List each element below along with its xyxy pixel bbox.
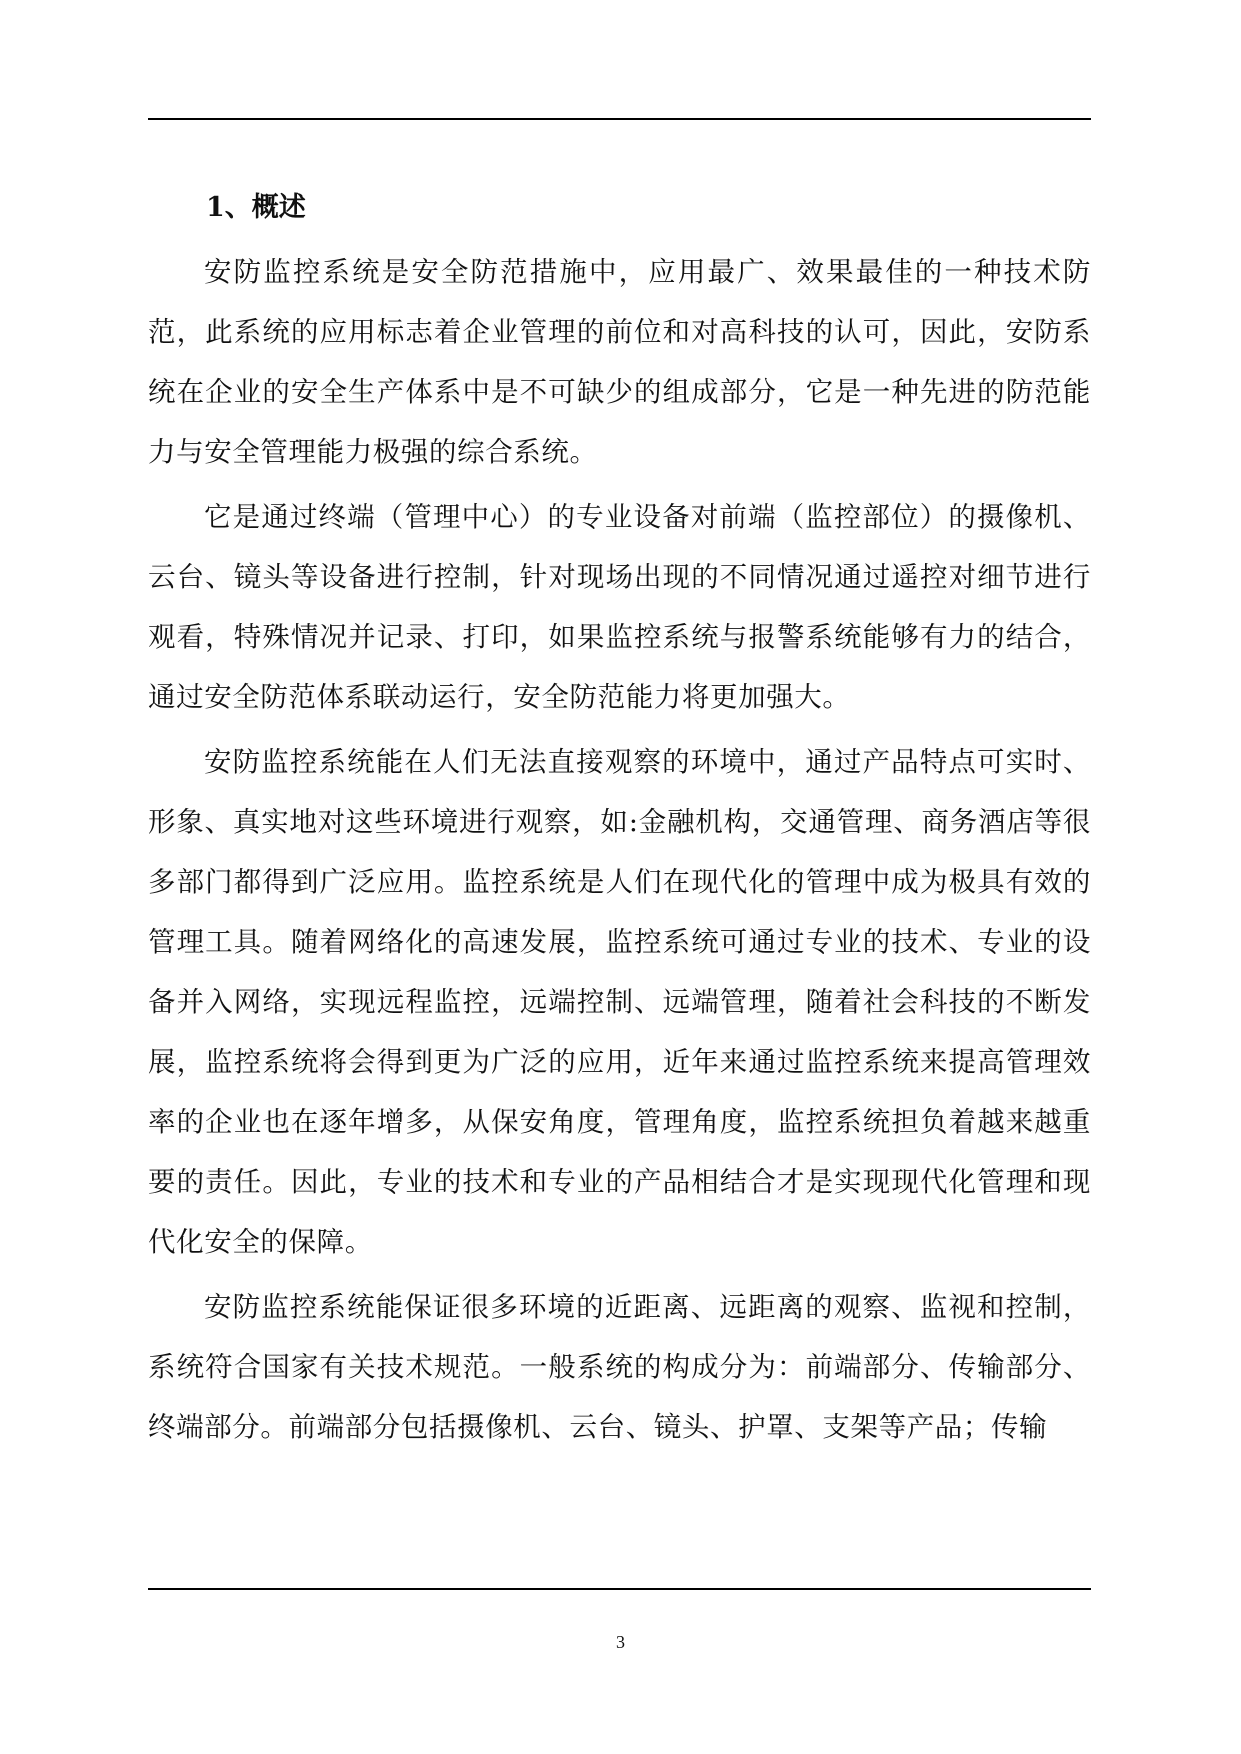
document-body: [148, 188, 1091, 1462]
paragraph-3: 安防监控系统能在人们无法直接观察的环境中，通过产品特点可实时、形象、真实地对这些环境进行观察，如:金融机构，交通管理、商务酒店等很多部门都得到广泛应用。监控系统是人们在现代化的管理中成为极具有效的管理工具。随着网络化的高速发展，监控系统可通过专业的技术、专业的设备并入网络，实现远程监控，远端控制、远端管理，随着社会科技的不断发展，监控系统将会得到更为广泛的应用，近年来通过监控系统来提高管理效率的企业也在逐年增多，从保安角度，管理角度，监控系统担负着越来越重要的责任。因此，专业的技术和专业的产品相结合才是实现现代化管理和现代化安全的保障。: [148, 746, 1091, 1258]
section-heading: 1、概述: [206, 192, 306, 223]
header-rule: [148, 118, 1091, 120]
paragraph-4: 安防监控系统能保证很多环境的近距离、远距离的观察、监视和控制，系统符合国家有关技术规范。一般系统的构成分为：前端部分、传输部分、终端部分。前端部分包括摄像机、云台、镜头、护罩、支架等产品；传输: [148, 1291, 1091, 1443]
footer-rule: [148, 1588, 1091, 1590]
page-number: 3: [616, 1632, 625, 1652]
paragraph-2: 它是通过终端（管理中心）的专业设备对前端（监控部位）的摄像机、云台、镜头等设备进行控制，针对现场出现的不同情况通过遥控对细节进行观看，特殊情况并记录、打印，如果监控系统与报警系统能够有力的结合，通过安全防范体系联动运行，安全防范能力将更加强大。: [148, 501, 1091, 713]
paragraph-1: 安防监控系统是安全防范措施中，应用最广、效果最佳的一种技术防范，此系统的应用标志着企业管理的前位和对高科技的认可，因此，安防系统在企业的安全生产体系中是不可缺少的组成部分，它是一种先进的防范能力与安全管理能力极强的综合系统。: [148, 256, 1091, 468]
